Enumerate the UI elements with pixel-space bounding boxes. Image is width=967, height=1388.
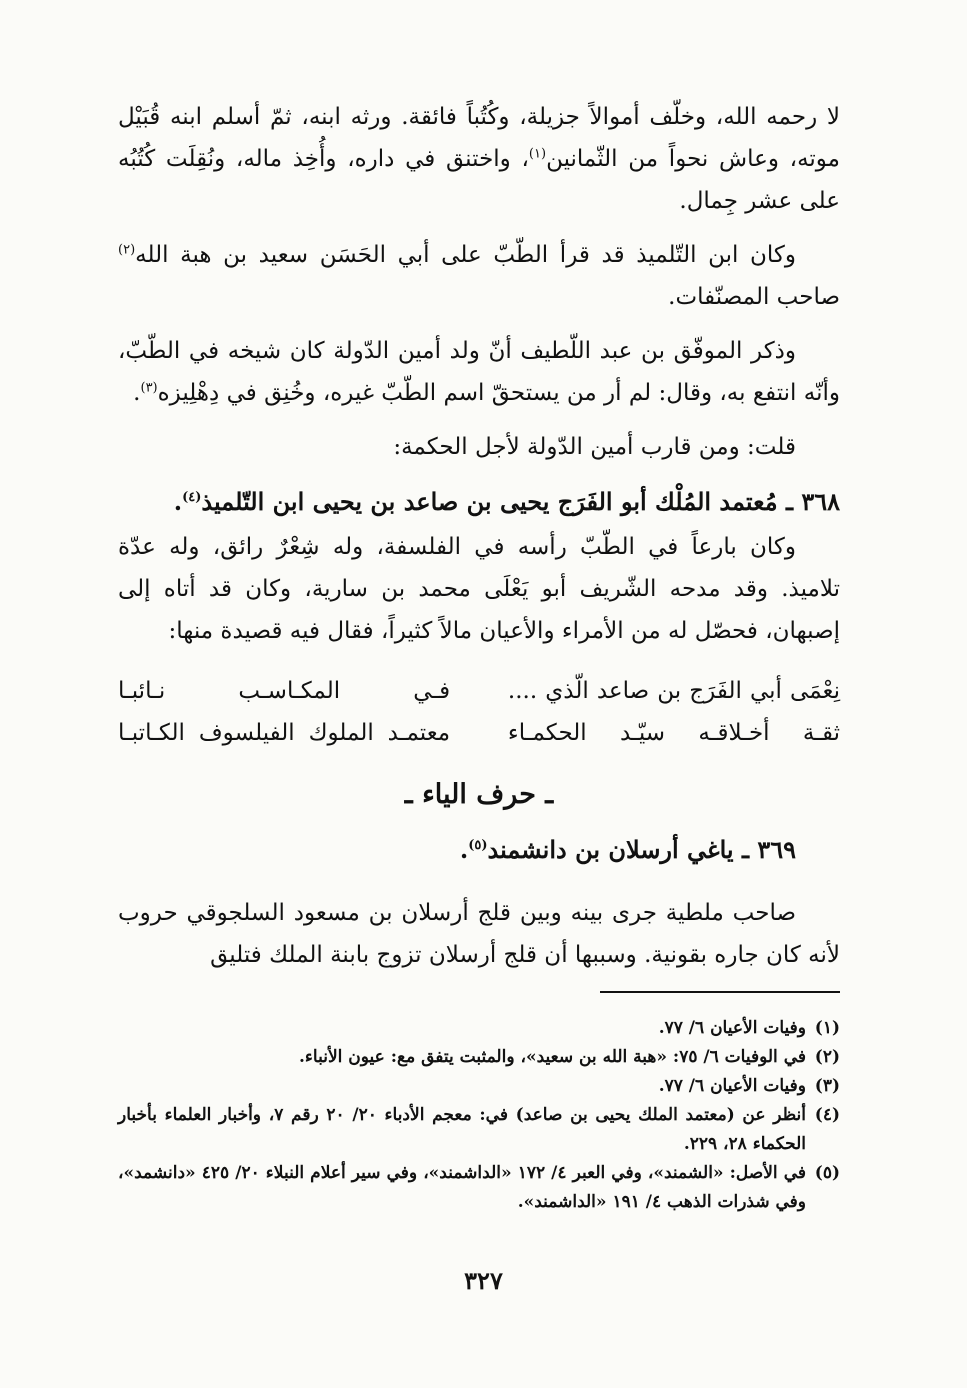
footnote-2: [118, 1043, 840, 1072]
paragraph-6: صاحب ملطية جرى بينه وبين قلج أرسلان بن مسعود السلجوقي حروب لأنه كان جاره بقونية. وسببها أن قلج أرسلان تزوج بابنة الملك فتليق: [118, 900, 840, 968]
paragraph-1: [118, 96, 840, 222]
footnote-text: في الوفيات ٦/ ٧٥: «هبة الله بن سعيد»، والمثبت يتفق مع: عيون الأنباء.: [299, 1047, 806, 1067]
footnote-ref-3[interactable]: (٣): [140, 380, 158, 396]
footnote-1: [118, 1014, 840, 1043]
footnote-number: (٥): [814, 1163, 840, 1183]
entry-369-title-end: .: [459, 835, 469, 864]
verse-2-first-hemistich: ثقـة أخـلاقـه سيّـد الحكمـاء: [507, 720, 840, 746]
section-title: ـ حرف الياء ـ: [404, 779, 554, 810]
paragraph-1-text-end: ، واختنق في داره، وأُخِذ ماله، ونُقِلَت كُتُبُه على عشر جِمال.: [118, 146, 840, 214]
paragraph-1-text: لا رحمه الله، وخلّف أموالاً جزيلة، وكُتُباً فائقة. ورثه ابنه، ثمّ أسلم ابنه قُبَيْل موته، وعاش نحواً من الثّمانين: [118, 104, 841, 172]
entry-368-title: ٣٦٨ ـ مُعتمد المُلْك أبو الفَرَج يحيى بن صاعد بن يحيى ابن التّلميذ: [201, 487, 840, 516]
footnote-separator: [600, 991, 840, 993]
footnote-text: وفيات الأعيان ٦/ ٧٧.: [658, 1076, 806, 1096]
entry-369-title: ٣٦٩ ـ ياغي أرسلان بن دانشمند: [487, 835, 796, 864]
paragraph-2-text-end: صاحب المصنّفات.: [668, 284, 840, 310]
paragraph-3-text-end: .: [133, 380, 141, 406]
footnote-number: (١): [814, 1018, 840, 1038]
footnote-ref-5[interactable]: (٥): [468, 838, 488, 853]
footnote-4: [118, 1101, 840, 1159]
entry-368-title-end: .: [173, 487, 183, 516]
paragraph-4: قلت: ومن قارب أمين الدّولة لأجل الحكمة:: [393, 434, 796, 460]
footnote-3: [118, 1072, 840, 1101]
paragraph-2-text: وكان ابن التّلميذ قد قرأ الطّبّ على أبي الحَسَن سعيد بن هبة الله: [135, 242, 796, 268]
entry-368-heading: [118, 480, 840, 524]
page-number: ٣٢٧: [464, 1266, 503, 1295]
footnote-number: (٣): [814, 1076, 840, 1096]
poem-verse-2: [118, 712, 840, 754]
entry-369-heading: [118, 826, 840, 874]
paragraph-5: وكان بارعاً في الطّبّ رأسه في الفلسفة، وله شِعْرٌ رائق، وله عدّة تلاميذ. وقد مدحه الشّريف أبو يَعْلَى محمد بن سارية، وكان قد أتاه إلى إصبهان، فحصّل له من الأمراء والأعيان مالاً كثيراً، فقال فيه قصيدة منها:: [118, 534, 840, 644]
verse-2-second-hemistich: معتمـد الملوك الفيلسوف الكـاتبـا: [118, 720, 451, 746]
footnote-ref-4[interactable]: (٤): [182, 490, 202, 505]
footnote-ref-1[interactable]: (١): [528, 146, 547, 162]
footnote-text: أنظر عن (معتمد الملك يحيى بن صاعد) في: معجم الأدباء ٢٠/ ٢٠ رقم ٧، وأخبار العلماء بأخبار الحكماء ٢٨، ٢٢٩.: [118, 1105, 806, 1154]
paragraph-3: [118, 330, 840, 414]
paragraph-3-text: وذكر الموفّق بن عبد اللّطيف أنّ ولد أمين الدّولة كان شيخه في الطّبّ، وأنّه انتفع به، وقال: لم أر من يستحقّ اسم الطّبّ غيره، وخُنِق في دِهْلِيزه: [118, 338, 840, 406]
poem: [118, 670, 840, 754]
footnote-5: [118, 1159, 840, 1217]
footnote-ref-2[interactable]: (٢): [118, 242, 136, 258]
paragraph-2: [118, 234, 840, 318]
poem-verse-1: [118, 670, 840, 712]
footnotes: [118, 1014, 840, 1217]
footnote-text: وفيات الأعيان ٦/ ٧٧.: [658, 1018, 806, 1038]
page-body: [118, 96, 840, 988]
verse-1-second-hemistich: فـي المكـاسـب نـائبـا: [118, 678, 451, 704]
footnote-text: في الأصل: «الشمند»، وفي العبر ٤/ ١٧٢ «الداشمند»، وفي سير أعلام النبلاء ٢٠/ ٤٢٥ «دانشمد»، وفي شذرات الذهب ٤/ ١٩١ «الداشمند».: [118, 1163, 806, 1212]
verse-1-first-hemistich: نِعْمَى أبي الفَرَج بن صاعد الّذي ....: [507, 678, 840, 704]
footnote-number: (٤): [814, 1105, 840, 1125]
footnote-number: (٢): [814, 1047, 840, 1067]
